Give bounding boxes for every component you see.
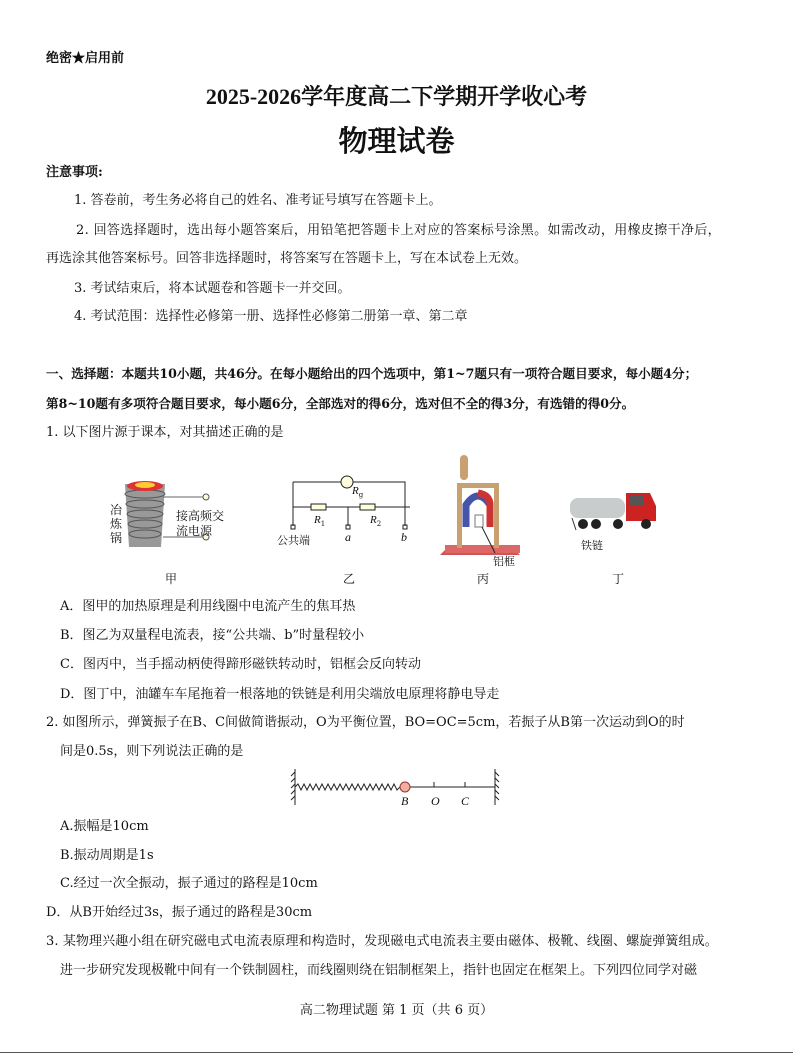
caption-jia: 甲 <box>165 572 178 586</box>
subject-title: 物理试卷 <box>338 124 455 158</box>
note-item: 1. 答卷前，考生务必将自己的姓名、准考证号填写在答题卡上。 <box>74 193 442 208</box>
page-divider <box>0 1052 793 1053</box>
point-b-label: B <box>401 794 409 808</box>
note-item: 3. 考试结束后，将本试题卷和答题卡一并交回。 <box>74 281 351 296</box>
question-3-stem: 进一步研究发现极靴中间有一个铁制圆柱，而线圈则绕在铝制框架上，指针也固定在框架上。下列四位同学对磁 <box>60 963 698 978</box>
rg-label: $R_g$ <box>352 485 364 500</box>
question-1-stem: 1. 以下图片源于课本，对其描述正确的是 <box>46 425 284 440</box>
figure-tanker-truck <box>568 488 658 533</box>
caption-yi: 乙 <box>343 572 356 586</box>
figure-spring-oscillator <box>290 767 505 807</box>
section-instructions: 一、选择题：本题共10小题，共46分。在每小题给出的四个选项中，第1~7题只有一项符合题目要求，每小题4分； <box>46 366 698 381</box>
note-item: 2. 回答选择题时，选出每小题答案后，用铅笔把答题卡上对应的答案标号涂黑。如需改动，用橡皮擦干净后， <box>76 223 722 238</box>
r1-label: $R_1$ <box>314 514 326 529</box>
question-2-stem: 间是0.5s，则下列说法正确的是 <box>60 744 244 759</box>
option-c: C．图丙中，当手摇动柄使得蹄形磁铁转动时，铝框会反向转动 <box>60 657 421 672</box>
figure-ammeter-circuit <box>285 470 415 530</box>
option-b: B．图乙为双量程电流表，接“公共端、b”时量程较小 <box>60 628 365 643</box>
note-item: 再选涂其他答案标号。回答非选择题时，将答案写在答题卡上，写在本试卷上无效。 <box>46 251 528 266</box>
question-3-stem: 3. 某物理兴趣小组在研究磁电式电流表原理和构造时，发现磁电式电流表主要由磁体、极靴、线圈、螺旋弹簧组成。 <box>46 934 718 949</box>
iron-chain-label: 铁链 <box>581 539 603 552</box>
option-a: A.振幅是10cm <box>60 819 149 834</box>
point-o-label: O <box>431 794 440 808</box>
option-d: D．从B开始经过3s，振子通过的路程是30cm <box>46 905 313 920</box>
section-instructions: 第8~10题有多项符合题目要求，每小题6分，全部选对的得6分，选对但不全的得3分，有选错的得0分。 <box>46 396 635 411</box>
question-2-stem: 2. 如图所示，弹簧振子在B、C间做简谐振动，O为平衡位置，BO=OC=5cm，若振子从B第一次运动到O的时 <box>46 715 685 730</box>
secret-label: 绝密★启用前 <box>46 51 125 66</box>
note-item: 4. 考试范围：选择性必修第一册、选择性必修第二册第一章、第二章 <box>74 309 468 324</box>
common-terminal-label: 公共端 <box>277 534 310 547</box>
caption-bing: 丙 <box>477 572 490 586</box>
option-d: D．图丁中，油罐车车尾拖着一根落地的铁链是利用尖端放电原理将静电导走 <box>60 687 500 702</box>
pot-label: 冶 炼 锅 <box>110 503 123 545</box>
figure-magnet-frame <box>440 455 530 555</box>
exam-title: 2025-2026学年度高二下学期开学收心考 <box>205 84 588 109</box>
terminal-b-label: b <box>401 530 407 544</box>
caption-ding: 丁 <box>612 572 625 586</box>
page-footer: 高二物理试题 第 1 页（共 6 页） <box>299 1003 494 1018</box>
power-label: 接高频交 流电源 <box>176 509 225 538</box>
terminal-a-label: a <box>345 530 351 544</box>
notes-heading: 注意事项: <box>46 165 103 180</box>
option-a: A．图甲的加热原理是利用线圈中电流产生的焦耳热 <box>60 599 356 614</box>
option-b: B.振动周期是1s <box>60 848 154 863</box>
point-c-label: C <box>461 794 470 808</box>
option-c: C.经过一次全振动，振子通过的路程是10cm <box>60 876 318 891</box>
aluminum-frame-label: 铝框 <box>493 555 515 568</box>
r2-label: $R_2$ <box>370 514 382 529</box>
